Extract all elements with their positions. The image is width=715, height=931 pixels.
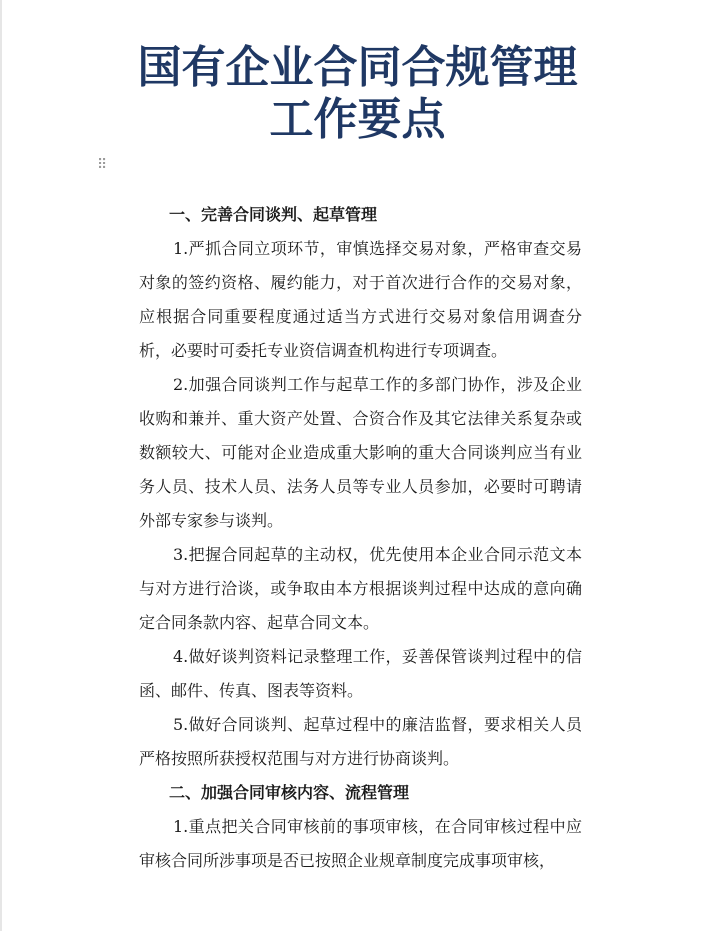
paragraph: 1.严抓合同立项环节，审慎选择交易对象，严格审查交易对象的签约资格、履约能力，对于首次进行合作的交易对象，应根据合同重要程度通过适当方式进行交易对象信用调查分析，必要时可委托专业资信调查机构进行专项调查。 — [139, 239, 582, 360]
drag-handle-icon[interactable]: ⠿ — [97, 157, 107, 173]
document-body — [139, 198, 582, 878]
paragraph: 4.做好谈判资料记录整理工作，妥善保管谈判过程中的信函、邮件、传真、图表等资料。 — [139, 647, 582, 700]
title-line-2: 工作要点 — [269, 94, 446, 145]
title-line-1: 国有企业合同合规管理 — [137, 42, 578, 93]
section-heading-2: 二、加强合同审核内容、流程管理 — [169, 783, 410, 802]
paragraph: 5.做好合同谈判、起草过程中的廉洁监督，要求相关人员严格按照所获授权范围与对方进行协商谈判。 — [139, 715, 582, 768]
paragraph: 1.重点把关合同审核前的事项审核，在合同审核过程中应审核合同所涉事项是否已按照企业规章制度完成事项审核， — [139, 817, 582, 870]
paragraph: 2.加强合同谈判工作与起草工作的多部门协作，涉及企业收购和兼并、重大资产处置、合资合作及其它法律关系复杂或数额较大、可能对企业造成重大影响的重大合同谈判应当有业务人员、技术人员、法务人员等专业人员参加，必要时可聘请外部专家参与谈判。 — [139, 375, 582, 530]
paragraph: 3.把握合同起草的主动权，优先使用本企业合同示范文本与对方进行洽谈，或争取由本方根据谈判过程中达成的意向确定合同条款内容、起草合同文本。 — [139, 545, 582, 632]
document-title — [0, 42, 715, 146]
section-heading-1: 一、完善合同谈判、起草管理 — [169, 205, 378, 224]
